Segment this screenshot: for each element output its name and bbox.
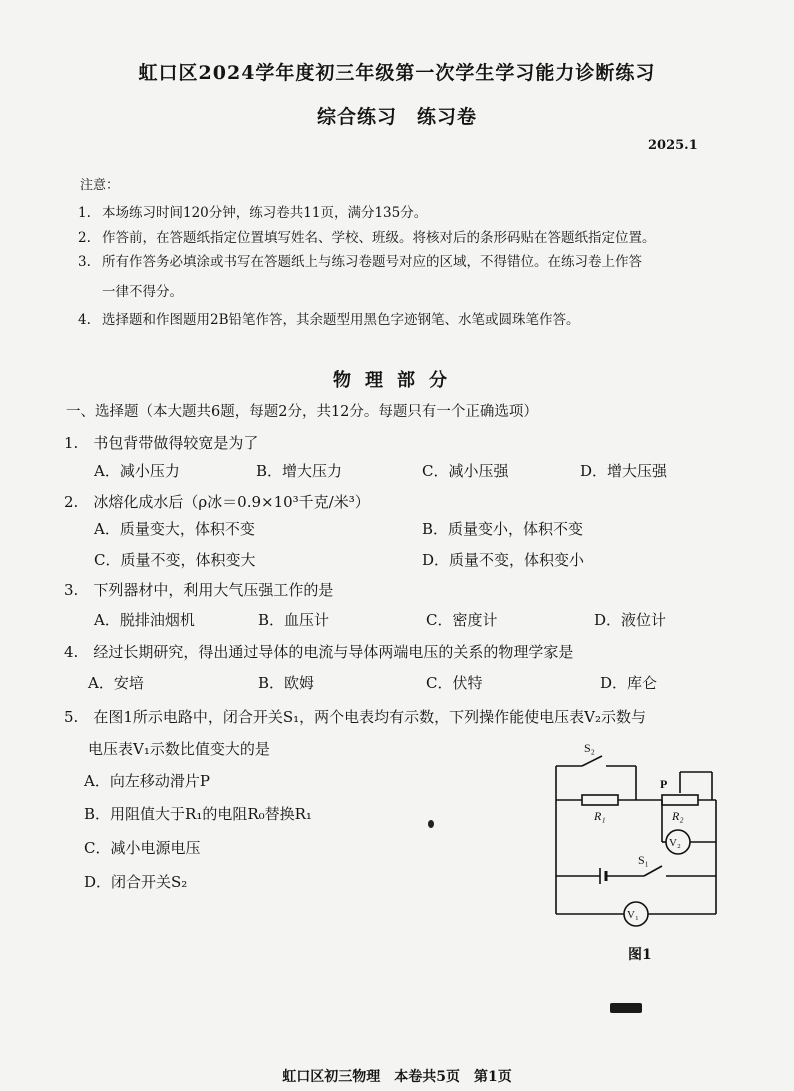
question-option: C．减小压强 [422, 462, 509, 480]
note-item: 1. 本场练习时间120分钟，练习卷共11页，满分135分。 [78, 205, 428, 221]
resistor-r2 [662, 795, 698, 805]
ink-speck [428, 820, 434, 828]
section-title: 物理部分 [333, 370, 461, 391]
label-p: P [660, 777, 668, 791]
question-option: A．向左移动滑片P [84, 772, 210, 790]
question-option: B．用阻值大于R₁的电阻R₀替换R₁ [84, 805, 312, 823]
question-option: B．血压计 [258, 611, 330, 629]
note-item: 3. 所有作答务必填涂或书写在答题纸上与练习卷题号对应的区域，不得错位。在练习卷上作答 [78, 254, 642, 270]
note-item: 2. 作答前，在答题纸指定位置填写姓名、学校、班级。将核对后的条形码贴在答题纸指定位置。 [78, 230, 656, 246]
resistor-r1 [582, 795, 618, 805]
question-option: C．伏特 [426, 674, 483, 692]
page-footer: 虹口区初三物理 本卷共5页 第1页 [282, 1069, 512, 1085]
question-stem: 3. 下列器材中，利用大气压强工作的是 [64, 581, 334, 599]
exam-subtitle: 综合练习 练习卷 [316, 106, 477, 128]
question-option: A．减小压力 [94, 462, 180, 480]
question-option: A．安培 [88, 674, 144, 692]
question-option: A．脱排油烟机 [94, 611, 195, 629]
ink-smudge [610, 1003, 642, 1013]
question-stem: 5. 在图1所示电路中，闭合开关S₁，两个电表均有示数，下列操作能使电压表V₂示数与 [64, 708, 647, 726]
label-r1: R₁ [594, 809, 606, 823]
question-option: D．闭合开关S₂ [84, 873, 188, 891]
notes-heading: 注意： [80, 178, 120, 193]
circuit-diagram [540, 738, 730, 928]
question-stem-continued: 电压表V₁示数比值变大的是 [88, 740, 270, 758]
label-r2: R₂ [672, 809, 684, 823]
question-option: C．密度计 [426, 611, 498, 629]
switch-s1-blade [644, 866, 662, 876]
question-option: D．库仑 [600, 674, 658, 692]
question-option: B．欧姆 [258, 674, 315, 692]
question-option: D．液位计 [594, 611, 667, 629]
question-option: B．质量变小，体积不变 [422, 520, 584, 538]
note-item-continued: 一律不得分。 [102, 284, 183, 300]
label-s1: S₁ [638, 853, 649, 867]
question-stem: 1. 书包背带做得较宽是为了 [64, 434, 259, 452]
label-v2: V₂ [669, 837, 681, 849]
question-option: B．增大压力 [256, 462, 343, 480]
label-v1: V₁ [627, 909, 639, 921]
question-stem: 4. 经过长期研究，得出通过导体的电流与导体两端电压的关系的物理学家是 [64, 643, 574, 661]
part-heading: 一、选择题（本大题共6题，每题2分，共12分。每题只有一个正确选项） [66, 404, 538, 420]
switch-s2-blade [582, 756, 602, 766]
label-s2: S₂ [584, 741, 595, 755]
question-option: D．增大压强 [580, 462, 668, 480]
figure-caption: 图1 [628, 947, 652, 963]
note-item: 4. 选择题和作图题用2B铅笔作答，其余题型用黑色字迹钢笔、水笔或圆珠笔作答。 [78, 312, 580, 328]
question-option: C．减小电源电压 [84, 839, 201, 857]
exam-title: 虹口区2024学年度初三年级第一次学生学习能力诊断练习 [138, 62, 656, 84]
question-option: A．质量变大，体积不变 [94, 520, 255, 538]
exam-date: 2025.1 [648, 138, 698, 153]
question-option: D．质量不变，体积变小 [422, 551, 585, 569]
question-option: C．质量不变，体积变大 [94, 551, 256, 569]
question-stem: 2. 冰熔化成水后（ρ冰＝0.9×10³千克/米³） [64, 493, 370, 511]
